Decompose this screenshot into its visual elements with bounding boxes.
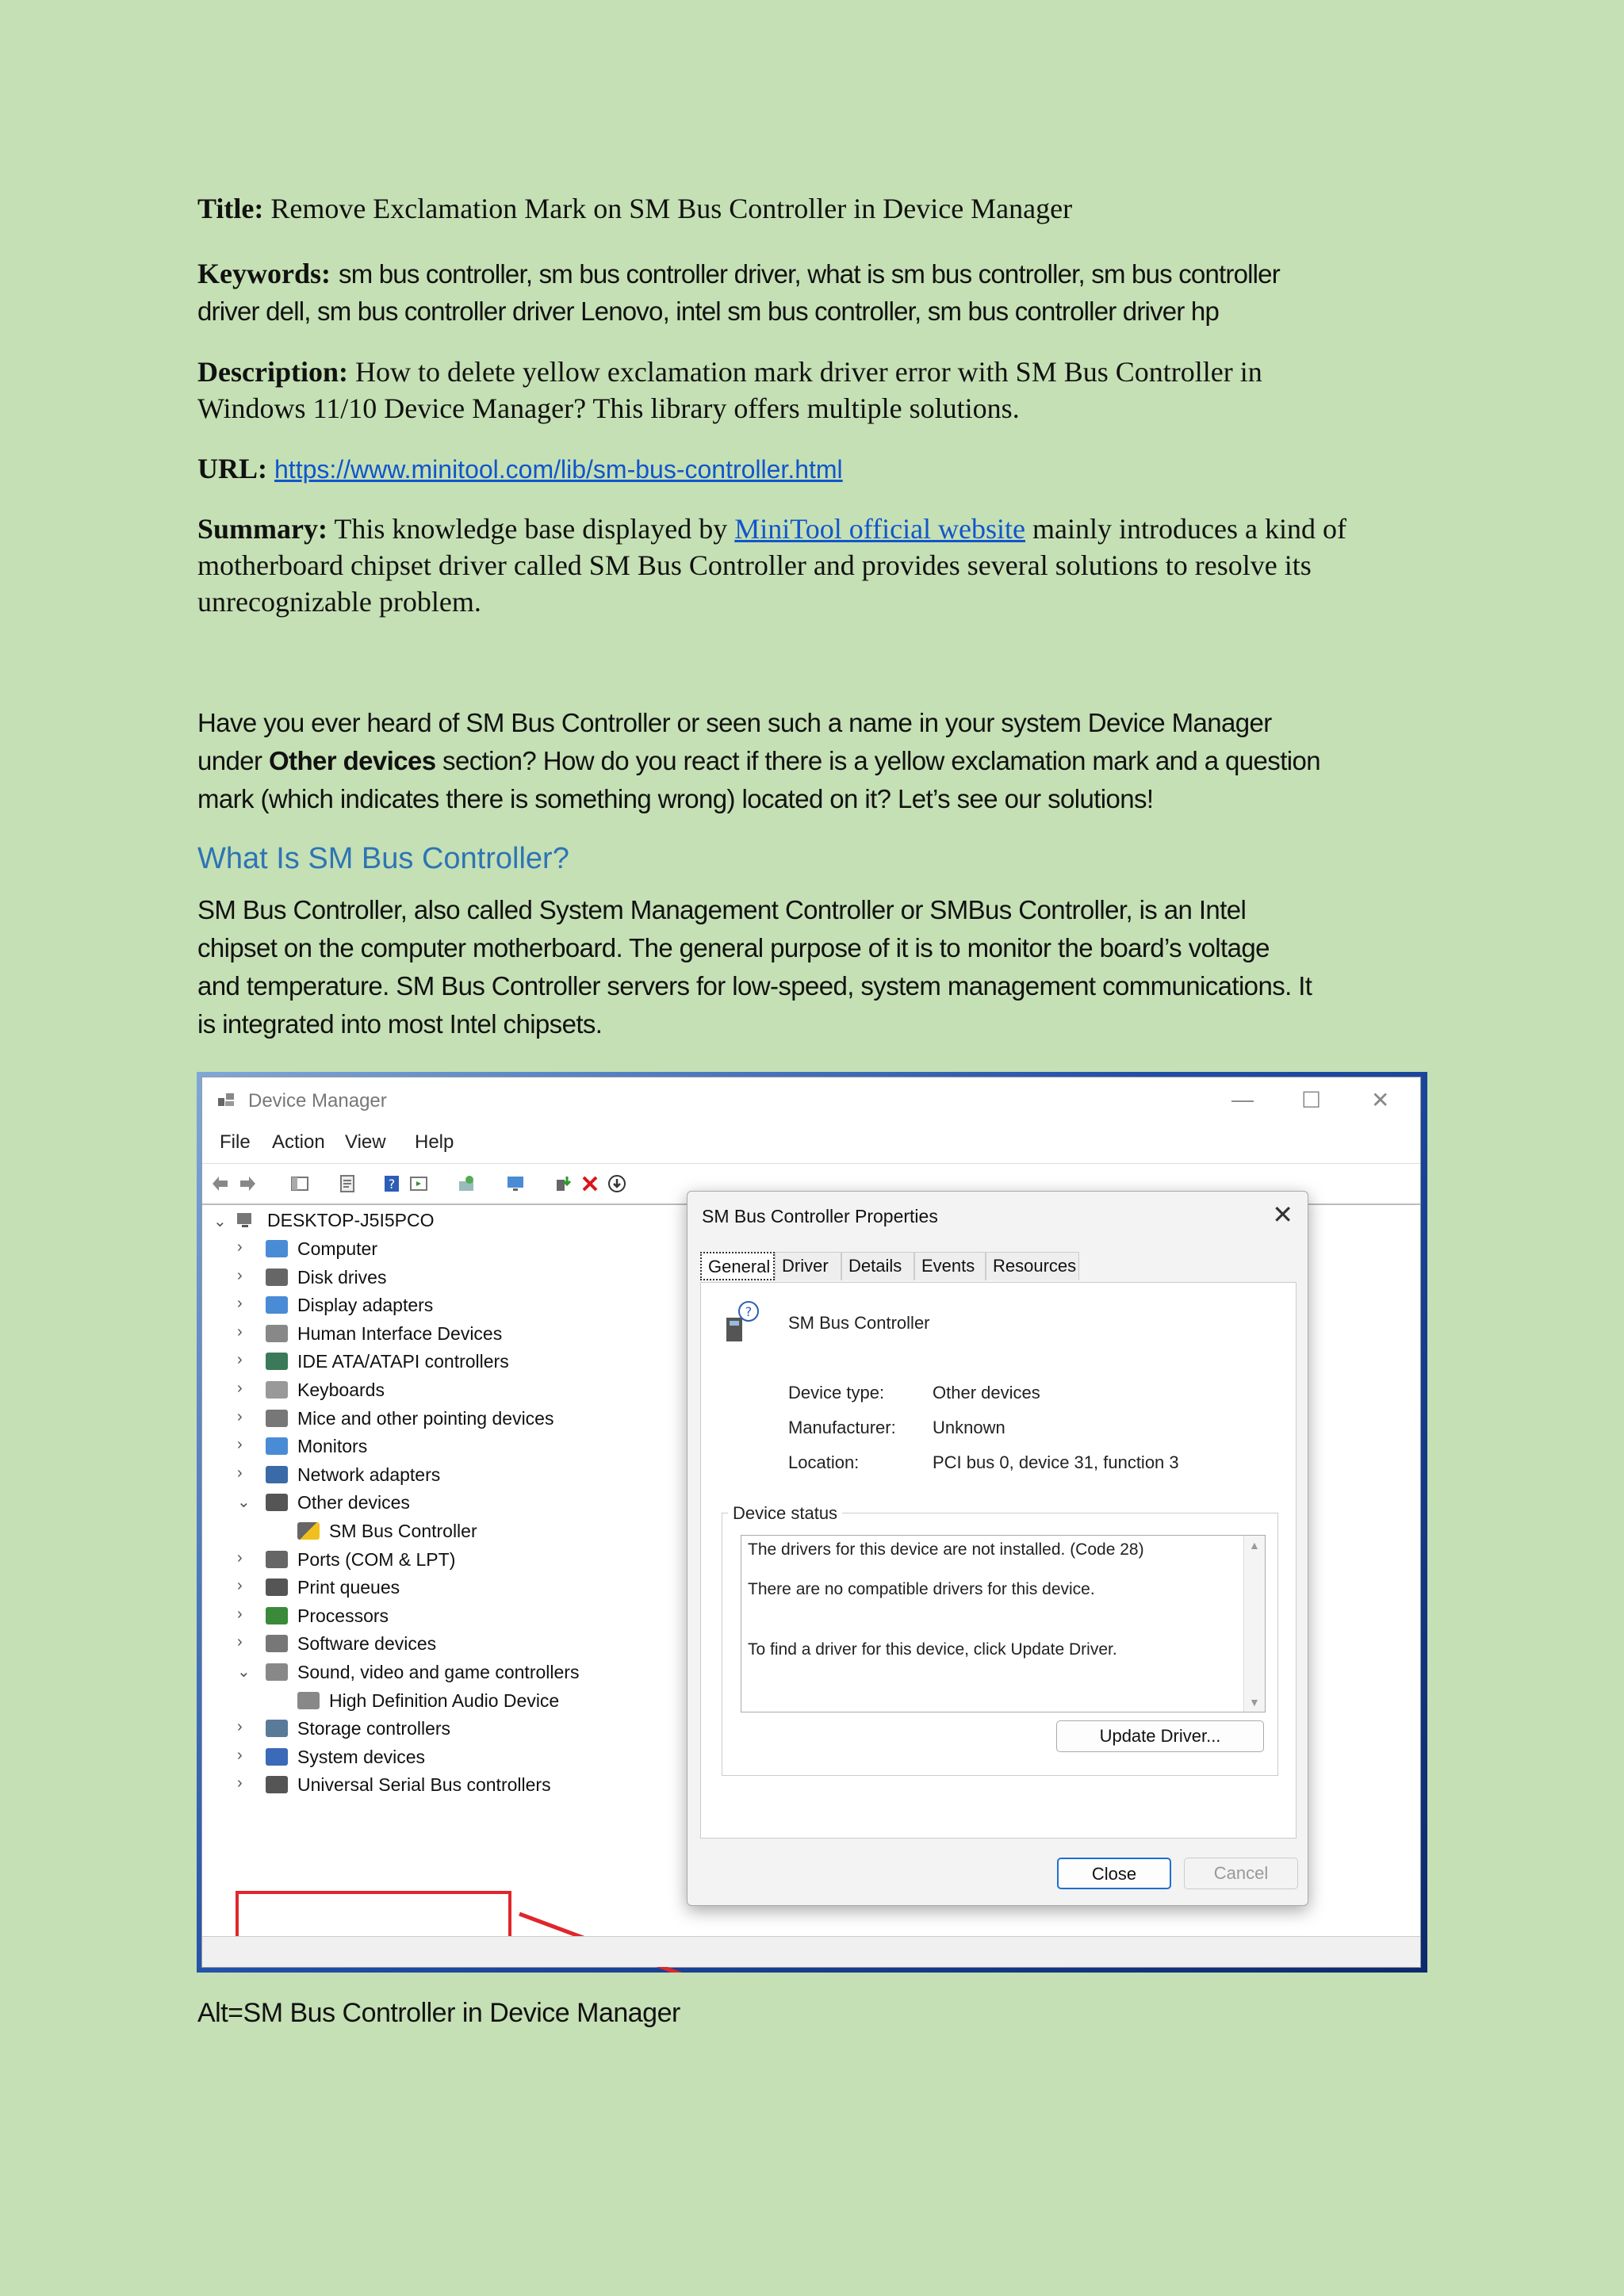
menu-help[interactable]: Help [415,1131,454,1153]
status-line-3: To find a driver for this device, click Update Driver. [748,1640,1117,1659]
description-line-1: How to delete yellow exclamation mark driver error with SM Bus Controller in [354,356,1262,388]
section-line-4: is integrated into most Intel chipsets. [197,1009,603,1039]
section-line-1: SM Bus Controller, also called System Management Controller or SMBus Controller, is an Intel [197,895,1247,924]
tab-resources[interactable]: Resources [986,1252,1079,1280]
intro-line-2-post: section? How do you react if there is a yellow exclamation mark and a question [442,746,1321,775]
unknown-device-icon [722,1300,763,1345]
tree-item-label: System devices [297,1746,426,1767]
tree-item-label: Network adapters [297,1464,441,1485]
chevron-right-icon[interactable]: › [237,1548,243,1567]
chevron-right-icon[interactable]: › [237,1774,243,1793]
status-line-1: The drivers for this device are not installed. (Code 28) [748,1540,1144,1559]
intro-line-1: Have you ever heard of SM Bus Controller or seen such a name in your system Device Manager [197,708,1272,737]
tree-item-label: Processors [297,1605,389,1626]
summary-line-2: motherboard chipset driver called SM Bus Controller and provides several solutions to resolve its [197,549,1312,581]
chevron-right-icon[interactable]: › [237,1351,243,1369]
status-scrollbar[interactable] [1243,1536,1265,1712]
keywords-line-1: sm bus controller, sm bus controller driver, what is sm bus controller, sm bus controller [339,259,1280,289]
title-line [197,190,1427,227]
summary-pre: This knowledge base displayed by [334,513,728,545]
title-value: Remove Exclamation Mark on SM Bus Controller in Device Manager [270,193,1073,224]
tab-general[interactable]: General [700,1252,775,1280]
menu-file[interactable]: File [220,1131,251,1153]
chevron-right-icon[interactable]: › [237,1322,243,1341]
status-bar [202,1936,1420,1967]
window-title: Device Manager [248,1090,387,1112]
tree-item-label: Sound, video and game controllers [297,1662,580,1682]
chevron-right-icon[interactable]: › [237,1238,243,1256]
summary-line-3: unrecognizable problem. [197,586,481,618]
chevron-down-icon[interactable]: ⌄ [213,1213,227,1230]
chevron-right-icon[interactable]: › [237,1407,243,1425]
location-value: PCI bus 0, device 31, function 3 [933,1452,1179,1472]
chevron-down-icon[interactable]: ⌄ [237,1663,251,1681]
tree-item-label: Print queues [297,1577,400,1598]
dialog-close-icon[interactable]: ✕ [1272,1200,1293,1229]
chevron-right-icon[interactable]: › [237,1633,243,1651]
tree-item-label: Disk drives [297,1266,387,1288]
tree-item-label: Storage controllers [297,1718,451,1739]
tree-item-label: Other devices [297,1492,410,1513]
svg-text:?: ? [745,1304,753,1319]
maximize-icon[interactable]: ☐ [1301,1088,1322,1112]
tree-item-label: Display adapters [297,1295,434,1316]
chevron-right-icon[interactable]: › [237,1577,243,1595]
properties-dialog [687,1191,1308,1906]
chevron-right-icon[interactable]: › [237,1605,243,1623]
tree-item-label: Ports (COM & LPT) [297,1548,456,1570]
general-tab-panel [700,1282,1297,1839]
location-label: Location: [788,1452,860,1472]
tree-item-label: IDE ATA/ATAPI controllers [297,1351,509,1372]
manufacturer-label: Manufacturer: [788,1418,896,1437]
menu-view[interactable]: View [345,1131,386,1153]
svg-text:?: ? [388,1177,396,1192]
chevron-right-icon[interactable]: › [237,1718,243,1736]
minitool-website-link[interactable]: MiniTool official website [734,513,1026,545]
update-driver-button[interactable]: Update Driver... [1056,1720,1264,1752]
scroll-down-icon[interactable]: ▼ [1249,1696,1260,1709]
intro-paragraph [197,704,1427,818]
close-icon[interactable]: ✕ [1371,1088,1390,1112]
url-line [197,450,1427,488]
section-line-3: and temperature. SM Bus Controller servers for low-speed, system management communications. It [197,971,1312,1001]
tree-item-label: Keyboards [297,1380,385,1400]
url-label: URL: [197,453,267,484]
summary-post: mainly introduces a kind of [1032,513,1346,545]
chevron-right-icon[interactable]: › [237,1464,243,1482]
status-line-2: There are no compatible drivers for this device. [748,1580,1095,1598]
tree-item-label: Mice and other pointing devices [297,1407,554,1429]
device-status-textbox[interactable] [741,1535,1266,1712]
section-paragraph [197,891,1427,1043]
tree-item-label: Computer [297,1238,377,1259]
alt-text: Alt=SM Bus Controller in Device Manager [197,1998,680,2028]
chevron-right-icon[interactable]: › [237,1266,243,1284]
scroll-up-icon[interactable]: ▲ [1249,1539,1260,1552]
tab-driver[interactable]: Driver [775,1252,841,1280]
menu-action[interactable]: Action [272,1131,325,1153]
close-button[interactable]: Close [1057,1858,1171,1889]
summary-block [197,511,1427,620]
tree-item-label: Monitors [297,1436,368,1457]
tree-item-label: Universal Serial Bus controllers [297,1774,551,1796]
tree-root-label: DESKTOP-J5I5PCO [267,1210,435,1230]
tab-details[interactable]: Details [841,1252,914,1280]
chevron-right-icon[interactable]: › [237,1295,243,1313]
tree-item-label: High Definition Audio Device [329,1689,560,1711]
chevron-right-icon[interactable]: › [237,1746,243,1764]
title-label: Title: [197,193,264,224]
intro-line-2-pre: under [197,746,262,775]
tab-events[interactable]: Events [914,1252,986,1280]
keywords-block [197,255,1427,330]
section-heading: What Is SM Bus Controller? [197,842,569,875]
device-type-value: Other devices [933,1383,1040,1402]
description-label: Description: [197,356,348,388]
section-line-2: chipset on the computer motherboard. The general purpose of it is to monitor the board’s voltage [197,933,1270,962]
description-block [197,354,1427,427]
keywords-line-2: driver dell, sm bus controller driver Lenovo, intel sm bus controller, sm bus controller driver hp [197,297,1219,326]
description-line-2: Windows 11/10 Device Manager? This library offers multiple solutions. [197,392,1020,424]
intro-line-3: mark (which indicates there is something wrong) located on it? Let’s see our solutions! [197,784,1154,813]
device-status-label: Device status [728,1503,842,1524]
chevron-right-icon[interactable]: › [237,1436,243,1454]
url-link[interactable]: https://www.minitool.com/lib/sm-bus-controller.html [274,455,843,484]
device-manager-screenshot [197,1072,1427,1973]
cancel-button[interactable]: Cancel [1184,1858,1298,1889]
dialog-title: SM Bus Controller Properties [702,1206,938,1226]
tree-item-label: SM Bus Controller [329,1521,477,1541]
intro-bold-other-devices: Other devices [268,746,436,775]
chevron-down-icon[interactable]: ⌄ [237,1494,251,1512]
chevron-right-icon[interactable]: › [237,1380,243,1397]
manufacturer-value: Unknown [933,1418,1005,1437]
keywords-label: Keywords: [197,258,331,289]
tree-item-label: Software devices [297,1633,437,1655]
device-type-label: Device type: [788,1383,885,1402]
minimize-icon[interactable]: — [1231,1087,1254,1112]
summary-label: Summary: [197,513,327,545]
device-name: SM Bus Controller [788,1313,930,1333]
tree-item-label: Human Interface Devices [297,1322,503,1344]
